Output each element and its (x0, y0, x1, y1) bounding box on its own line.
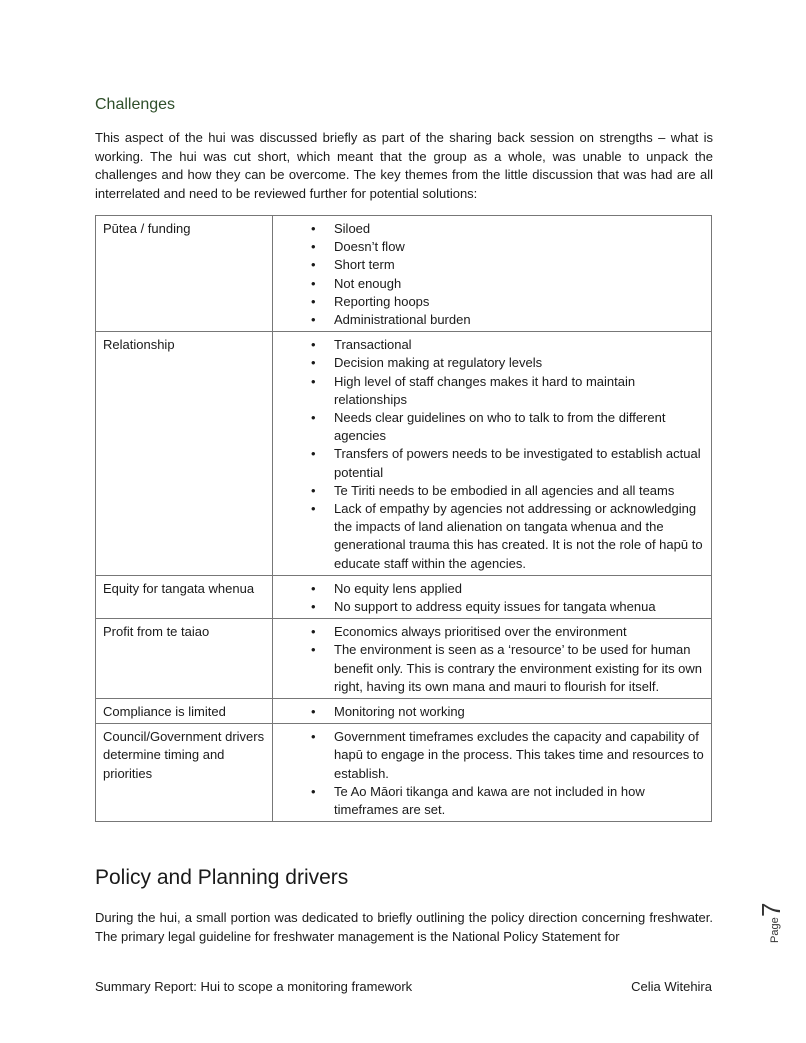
list-item: • Reporting hoops (311, 293, 704, 311)
row-label: Relationship (96, 332, 273, 576)
list-item: • Doesn’t flow (311, 238, 704, 256)
list-item: • Not enough (311, 275, 704, 293)
bullet-list (280, 703, 704, 721)
list-item: • Short term (311, 256, 704, 274)
list-item: • Administrational burden (311, 311, 704, 329)
row-items-cell (273, 619, 712, 699)
table-row (96, 575, 712, 618)
list-item: • Economics always prioritised over the environment (311, 623, 704, 641)
page-label: Page (769, 917, 781, 943)
page-number: 7 (756, 902, 786, 917)
table-row (96, 724, 712, 822)
footer-author: Celia Witehira (631, 979, 712, 994)
row-items-cell (273, 699, 712, 724)
row-items-cell (273, 216, 712, 332)
bullet-list (280, 336, 704, 573)
list-item: • Transfers of powers needs to be investigated to establish actual potential (311, 445, 704, 481)
list-item: • Siloed (311, 220, 704, 238)
bullet-list (280, 728, 704, 819)
challenges-intro-paragraph: This aspect of the hui was discussed briefly as part of the sharing back session on strengths – what is working. The hui was cut short, which meant that the group as a whole, was unable to unpack the challenges and how they can be overcome. The key themes from the little discussion that was had are all interrelated and need to be reviewed further for potential solutions: (95, 130, 713, 201)
list-item: • Decision making at regulatory levels (311, 354, 704, 372)
footer-report-title: Summary Report: Hui to scope a monitoring framework (95, 979, 413, 994)
table-row (96, 699, 712, 724)
list-item: • High level of staff changes makes it hard to maintain relationships (311, 373, 704, 409)
challenges-table (95, 215, 712, 822)
list-item: • Lack of empathy by agencies not addressing or acknowledging the impacts of land alienation on tangata whenua and the generational trauma this has created. It is not the role of hapū to educate staff within the agencies. (311, 500, 704, 573)
row-items-cell (273, 724, 712, 822)
list-item: • Te Ao Māori tikanga and kawa are not included in how timeframes are set. (311, 783, 704, 819)
list-item: • Monitoring not working (311, 703, 704, 721)
row-label: Equity for tangata whenua (96, 575, 273, 618)
list-item: • Government timeframes excludes the capacity and capability of hapū to engage in the process. This takes time and resources to establish. (311, 728, 704, 783)
row-label: Compliance is limited (96, 699, 273, 724)
list-item: • Te Tiriti needs to be embodied in all agencies and all teams (311, 482, 704, 500)
list-item: • Needs clear guidelines on who to talk to from the different agencies (311, 409, 704, 445)
row-label: Profit from te taiao (96, 619, 273, 699)
row-label: Council/Government drivers determine timing and priorities (96, 724, 273, 822)
bullet-list (280, 623, 704, 696)
bullet-list (280, 580, 704, 616)
bullet-list (280, 220, 704, 329)
list-item: • Transactional (311, 336, 704, 354)
page-number-marker (741, 903, 791, 943)
table-row (96, 619, 712, 699)
list-item: • No equity lens applied (311, 580, 704, 598)
row-items-cell (273, 575, 712, 618)
row-items-cell (273, 332, 712, 576)
list-item: • The environment is seen as a ‘resource’ to be used for human benefit only. This is contrary the environment existing for its own right, having its own mana and mauri to flourish for itself. (311, 641, 704, 696)
list-item: • No support to address equity issues for tangata whenua (311, 598, 704, 616)
policy-paragraph: During the hui, a small portion was dedicated to briefly outlining the policy direction concerning freshwater. The primary legal guideline for freshwater management is the National Policy Statement for (95, 910, 713, 944)
row-label: Pūtea / funding (96, 216, 273, 332)
policy-heading: Policy and Planning drivers (95, 866, 349, 889)
table-row (96, 332, 712, 576)
table-row (96, 216, 712, 332)
challenges-heading: Challenges (95, 96, 176, 113)
